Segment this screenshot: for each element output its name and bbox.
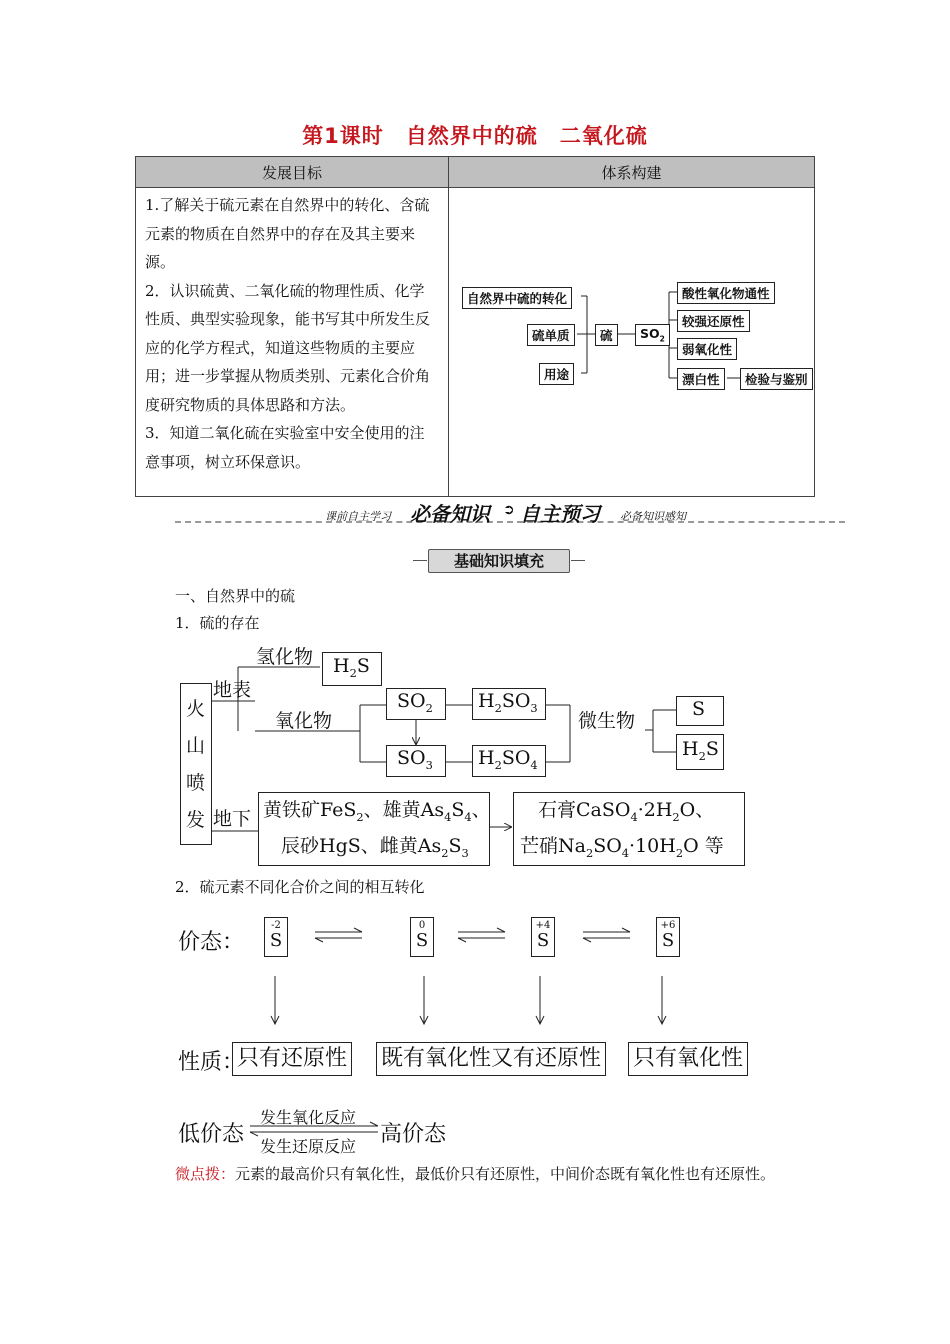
box-h2s-surface: $H_2S$ bbox=[322, 652, 382, 686]
box-so2: $SO_2$ bbox=[386, 688, 446, 720]
volcano-box bbox=[180, 683, 212, 845]
tip-text: 元素的最高价只有氧化性，最低价只有还原性，中间价态既有氧化性也有还原性。 bbox=[235, 1165, 776, 1183]
banner-small-left: 课前自主学习 bbox=[325, 510, 391, 523]
label-high-valence: 高价态 bbox=[380, 1122, 447, 1147]
node-sulfur: 硫 bbox=[595, 324, 618, 346]
banner-small-right: 必备知识感知 bbox=[620, 510, 686, 523]
node-so2: $SO_2$ bbox=[635, 324, 670, 346]
box-h2so3: $H_2SO_3$ bbox=[472, 688, 546, 720]
volcano-char: 喷 bbox=[186, 772, 206, 794]
label-oxidation: 发生氧化反应 bbox=[260, 1108, 357, 1127]
heading-existence: 1．硫的存在 bbox=[175, 614, 260, 632]
label-oxide: 氧化物 bbox=[275, 710, 333, 732]
box-sulfates: 石膏$CaSO_4\cdot 2H_2O$、 芒硝$Na_2SO_4\cdot 10H_2O$ 等 bbox=[513, 792, 745, 866]
node-uses: 用途 bbox=[539, 363, 574, 385]
goal-item: 3．知道二氧化硫在实验室中安全使用的注意事项，树立环保意识。 bbox=[145, 424, 425, 471]
tip-note bbox=[137, 1160, 817, 1188]
valence-s-0: 0 S bbox=[410, 917, 434, 957]
header-framework: 体系构建 bbox=[449, 157, 815, 188]
valence-arrows bbox=[0, 900, 950, 1150]
volcano-char: 发 bbox=[186, 809, 206, 831]
goal-item: 1.了解关于硫元素在自然界中的转化、含硫元素的物质在自然界中的存在及其主要来源。 bbox=[145, 196, 430, 271]
node-acidic-oxide: 酸性氧化物通性 bbox=[677, 282, 775, 304]
node-bleaching: 漂白性 bbox=[677, 368, 725, 390]
label-microbe: 微生物 bbox=[578, 710, 636, 732]
box-h2s-microbe: $H_2S$ bbox=[676, 734, 724, 770]
box-so3: $SO_3$ bbox=[386, 745, 446, 777]
label-valence: 价态： bbox=[178, 930, 245, 955]
page-title: 第1课时 自然界中的硫 二氧化硫 bbox=[302, 124, 648, 148]
heading-nature-sulfur: 一、自然界中的硫 bbox=[175, 587, 296, 605]
property-oxidizing-only: 只有氧化性 bbox=[628, 1042, 748, 1076]
node-reducing: 较强还原性 bbox=[677, 310, 750, 332]
node-test-identify: 检验与鉴别 bbox=[740, 368, 813, 390]
label-reduction: 发生还原反应 bbox=[260, 1137, 357, 1156]
valence-s-plus6: +6 S bbox=[656, 917, 680, 957]
label-low-valence: 低价态 bbox=[178, 1122, 245, 1147]
node-nature-transform: 自然界中硫的转化 bbox=[462, 287, 572, 309]
section-label: 基础知识填充 bbox=[428, 549, 570, 573]
volcano-char: 山 bbox=[186, 735, 206, 757]
valence-s-plus4: +4 S bbox=[531, 917, 555, 957]
arrow-icon: ➲ bbox=[503, 502, 515, 518]
property-reducing-only: 只有还原性 bbox=[232, 1042, 352, 1076]
label-property: 性质： bbox=[178, 1050, 245, 1075]
header-goals: 发展目标 bbox=[136, 157, 449, 188]
label-underground: 地下 bbox=[213, 808, 252, 830]
node-weak-oxidizing: 弱氧化性 bbox=[677, 338, 737, 360]
label-surface: 地表 bbox=[213, 679, 252, 701]
banner-title-2: 自主预习 bbox=[520, 502, 600, 526]
banner-title-1: 必备知识 bbox=[410, 502, 490, 526]
heading-valence-transform: 2．硫元素不同化合价之间的相互转化 bbox=[175, 878, 425, 896]
property-both: 既有氧化性又有还原性 bbox=[376, 1042, 606, 1076]
tip-label: 微点拨： bbox=[175, 1165, 236, 1183]
box-h2so4: $H_2SO_4$ bbox=[472, 745, 546, 777]
volcano-char: 火 bbox=[186, 698, 206, 720]
goal-item: 2．认识硫黄、二氧化硫的物理性质、化学性质、典型实验现象，能书写其中所发生反应的化学方程式，知道这些物质的主要应用；进一步掌握从物质类别、元素化合价角度研究物质的具体思路和方法。 bbox=[145, 281, 431, 414]
box-s: S bbox=[676, 696, 724, 726]
box-minerals: 黄铁矿FeS$_2$、雄黄$As_4S_4$、 辰砂HgS、雌黄$As_2S_3$ bbox=[258, 792, 490, 866]
valence-s-minus2: -2 S bbox=[264, 917, 288, 957]
label-hydride: 氢化物 bbox=[256, 646, 314, 668]
node-sulfur-element: 硫单质 bbox=[527, 324, 575, 346]
